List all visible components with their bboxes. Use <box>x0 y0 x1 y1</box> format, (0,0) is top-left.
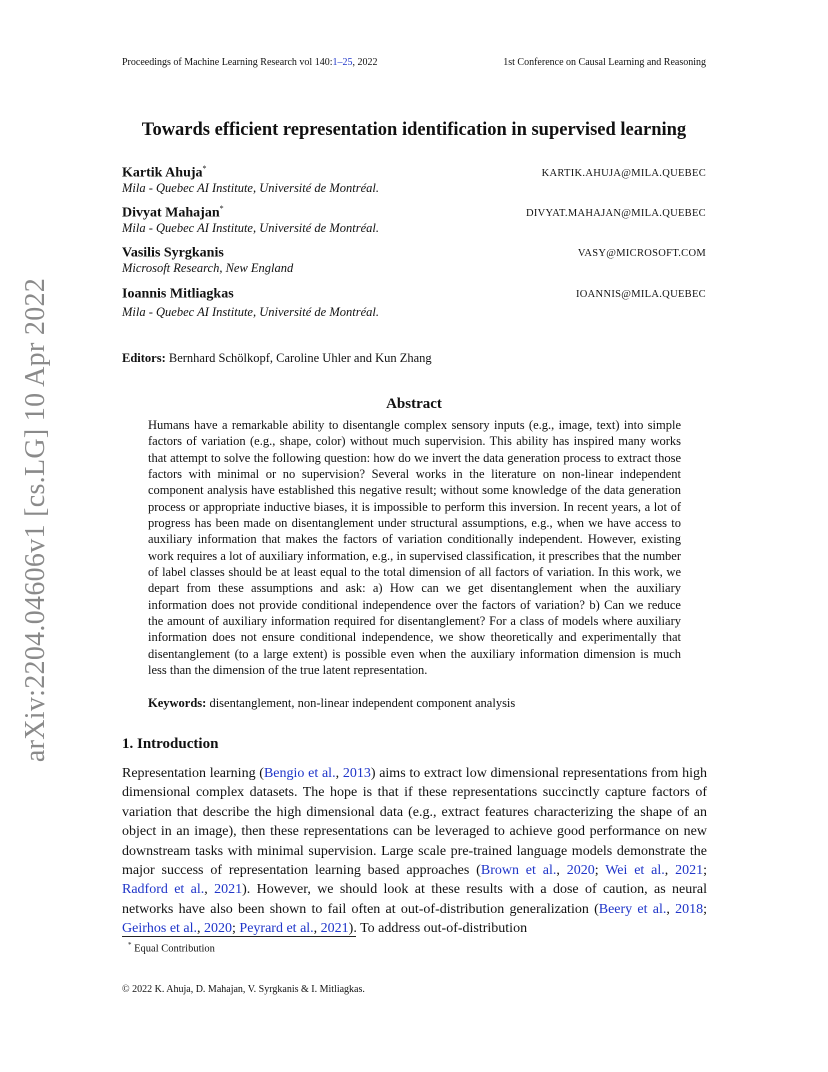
copyright-line: © 2022 K. Ahuja, D. Mahajan, V. Syrgkanis & I. Mitliagkas. <box>122 984 365 995</box>
author-affiliation-3: Microsoft Research, New England <box>122 261 294 275</box>
citation-link[interactable]: Brown et al. <box>480 863 557 879</box>
editors-line: Editors: Bernhard Schölkopf, Caroline Uhler and Kun Zhang <box>122 351 432 365</box>
citation-link[interactable]: 2018 <box>675 901 704 917</box>
citation-link[interactable]: Bengio et al. <box>263 766 336 781</box>
paragraph-text: ; <box>232 921 240 937</box>
paragraph-text: ). However, we should look at these results with a dose of caution, as neural networks have also been shown to fail often at out-of-distribution generalization ( <box>122 882 707 917</box>
citation-link[interactable]: 2021 <box>675 863 704 879</box>
abstract-body: Humans have a remarkable ability to disentangle complex sensory inputs (e.g., image, text) into simple factors of variation (e.g., shape, color) without much supervision. This ability has inspired many works that attempt to solve the following question: how do we invert the data generation process to extract those factors with minimal or no supervision? Several works in the literature on non-linear independent component analysis have established this negative result; without some knowledge of the data generation process or appropriate inductive biases, it is impossible to perform this inversion. In recent years, a lot of progress has been made on disentanglement under structural assumptions, e.g., when we have access to auxiliary information that makes the factors of variation conditionally independent. However, existing work requires a lot of auxiliary information, e.g., in supervised classification, it prescribes that the number of label classes should be at least equal to the total dimension of all factors of variation. In this work, we depart from these assumptions and ask: a) How can we get disentanglement when the auxiliary information does not provide conditional independence over the factors of variation? b) Can we reduce the amount of auxiliary information required for disentanglement? For a class of models where auxiliary information does not ensure conditional independence, we show theoretically and experimentally that disentanglement (to a large extent) is possible even when the auxiliary information dimension is much less than the dimension of the true latent representation. <box>148 418 681 678</box>
author-affiliation-1: Mila - Quebec AI Institute, Université de Montréal. <box>122 181 379 195</box>
arxiv-stamp: arXiv:2204.04606v1 [cs.LG] 10 Apr 2022 <box>20 277 51 763</box>
paragraph-text: ) aims to extract low dimensional representations from high dimensional complex datasets. The hope is that if these representations succinctly capture factors of variation that describe the high dimensional data (e.g., extract features characterizing the shape of an object in an image), then these representations can be leveraged to achieve good performance on new downstream tasks with minimal supervision. Large scale pre-trained language models demonstrate the major success of representation learning based approaches ( <box>122 766 707 879</box>
paragraph-text: ; <box>703 901 708 917</box>
citation-link[interactable]: Beery et al. <box>598 901 667 917</box>
citation-link[interactable]: Wei et al. <box>605 863 665 879</box>
citation-link[interactable]: 2021 <box>320 921 349 937</box>
author-affiliation-4: Mila - Quebec AI Institute, Université de Montréal. <box>122 305 379 319</box>
author-email-3: VASY@MICROSOFT.COM <box>577 248 706 259</box>
author-name-3: Vasilis Syrgkanis <box>122 245 224 261</box>
abstract-heading: Abstract <box>386 396 442 412</box>
citation-link[interactable]: Peyrard et al. <box>239 921 314 937</box>
page-range-link[interactable]: 1–25 <box>332 57 353 68</box>
running-header-left: Proceedings of Machine Learning Research vol 140:1–25, 2022 <box>122 57 378 68</box>
author-email-2: DIVYAT.MAHAJAN@MILA.QUEBEC <box>525 208 706 219</box>
keywords-line: Keywords: disentanglement, non-linear independent component analysis <box>148 696 516 710</box>
section-heading-introduction: 1. Introduction <box>122 736 219 752</box>
author-email-1: KARTIK.AHUJA@MILA.QUEBEC <box>541 168 706 179</box>
paragraph-text: Representation learning ( <box>122 766 264 781</box>
paragraph-text: , <box>204 882 215 898</box>
citation-link[interactable]: Radford et al. <box>122 882 205 898</box>
paragraph-text: , <box>664 863 676 879</box>
paragraph-text: ; <box>703 863 708 879</box>
paragraph-text: , <box>556 863 567 879</box>
citation-link[interactable]: Geirhos et al. <box>122 921 198 937</box>
paragraph-text: , <box>313 921 321 937</box>
citation-link[interactable]: 2020 <box>204 921 233 937</box>
citation-link[interactable]: 2020 <box>566 863 595 879</box>
paragraph-text: , <box>197 921 205 937</box>
author-affiliation-2: Mila - Quebec AI Institute, Université de Montréal. <box>122 221 379 235</box>
paragraph-text: ). To address out-of-distribution <box>348 921 528 937</box>
paragraph-text: , <box>335 766 343 781</box>
author-name-2: Divyat Mahajan* <box>122 204 224 221</box>
author-name-1: Kartik Ahuja* <box>122 164 207 181</box>
paper-title: Towards efficient representation identification in supervised learning <box>141 120 687 140</box>
author-name-4: Ioannis Mitliagkas <box>122 286 234 302</box>
citation-link[interactable]: 2013 <box>342 766 371 781</box>
running-header-right: 1st Conference on Causal Learning and Reasoning <box>503 57 706 68</box>
introduction-paragraph <box>122 764 707 939</box>
paragraph-text: , <box>666 901 676 917</box>
citation-link[interactable]: 2021 <box>214 882 243 898</box>
footnote-rule <box>122 936 356 937</box>
paragraph-text: ; <box>594 863 606 879</box>
footnote: * Equal Contribution <box>128 941 215 955</box>
author-email-4: IOANNIS@MILA.QUEBEC <box>576 289 706 300</box>
